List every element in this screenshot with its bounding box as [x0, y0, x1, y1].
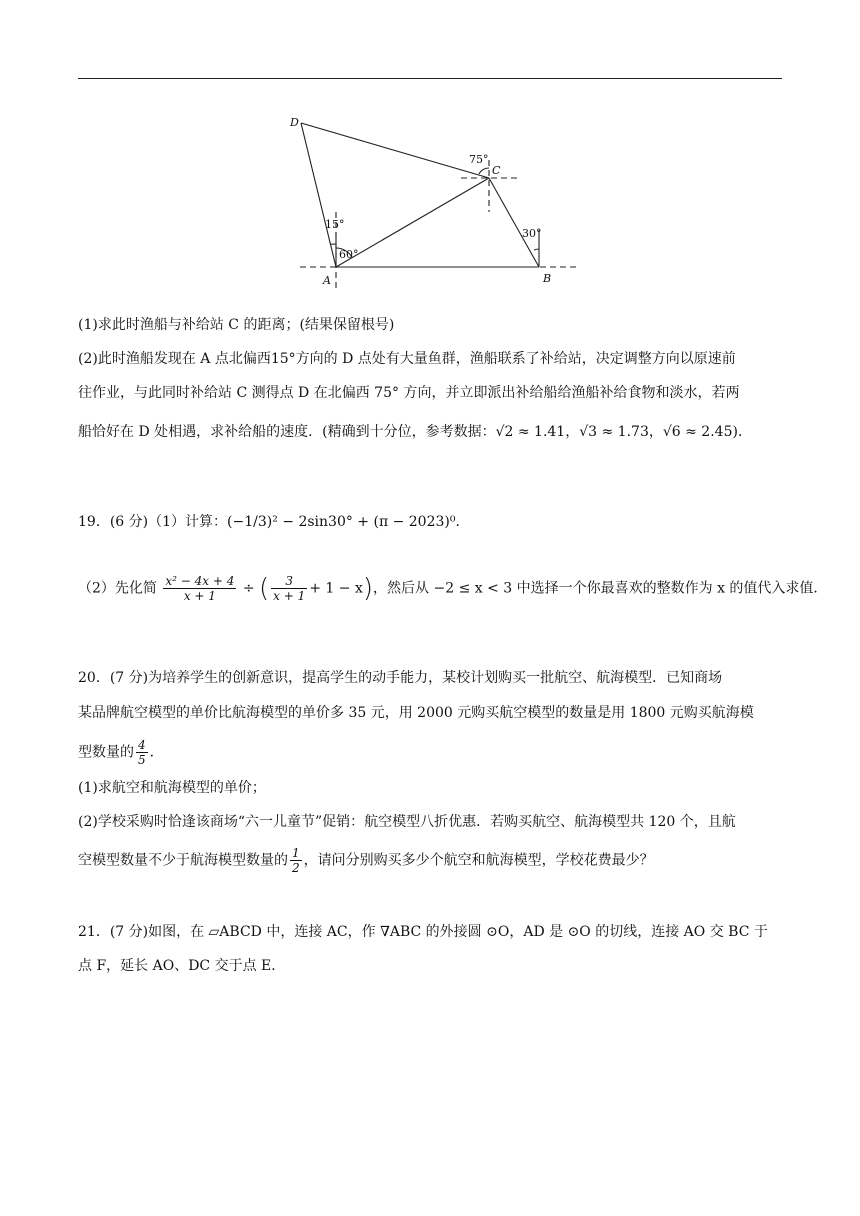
q19-p2-post: ，然后从 −2 ≤ x < 3 中选择一个你最喜欢的整数作为 x 的值代入求值．: [373, 580, 828, 597]
q18-part1: (1)求此时渔船与补给站 C 的距离；(结果保留根号): [78, 317, 395, 333]
angle-60: 60°: [339, 248, 359, 261]
segment-cb: [489, 178, 539, 267]
q19-calc: (−1/3)² − 2sin30° + (π − 2023)⁰．: [227, 514, 470, 530]
q19-fraction-paren: $\frac{3}{x + 1}$: [273, 574, 306, 603]
angle-15: 15°: [325, 218, 345, 231]
q18-part2-line1: (2)此时渔船发现在 A 点北偏西15°方向的 D 点处有大量鱼群，渔船联系了补给站，决定调整方向以原速前: [78, 351, 736, 367]
q20-l3-pre: 型数量的: [78, 744, 134, 761]
q19-paren-rest: + 1 − x: [309, 580, 363, 597]
label-b: B: [543, 272, 552, 285]
q19-fraction-main: $\frac{\text{x² − 4x + 4}}{x + 1}$: [165, 574, 235, 603]
q20-line2: 某品牌航空模型的单价比航海模型的单价多 35 元，用 2000 元购买航空模型的数量是用 1800 元购买航海模: [78, 705, 754, 721]
label-a: A: [323, 274, 331, 287]
label-c: C: [492, 164, 501, 177]
q20-part2-line1: (2)学校采购时恰逢该商场“六一儿童节”促销：航空模型八折优惠．若购买航空、航海模型共 120 个，且航: [78, 814, 736, 830]
q20-p2-pre: 空模型数量不少于航海模型数量的: [78, 852, 288, 869]
q18-part2-line2: 往作业，与此同时补给站 C 测得点 D 在北偏西 75° 方向，并立即派出补给船给渔船补给食物和淡水，若两: [78, 385, 740, 401]
q20-half-fraction: $\frac{1}{2}$: [292, 846, 300, 875]
header-rule: [78, 78, 782, 79]
angle-30: 30°: [522, 227, 542, 240]
q20-l3-post: ．: [149, 744, 164, 761]
q20-part1: (1)求航空和航海模型的单价；: [78, 780, 266, 796]
segment-dc: [301, 123, 489, 178]
q21-line2: 点 F，延长 AO、DC 交于点 E．: [78, 958, 286, 974]
segment-ac: [336, 178, 489, 267]
q20-p2-post: ，请问分别购买多少个航空和航海模型，学校花费最少？: [303, 852, 654, 869]
q20-line1: 20．(7 分)为培养学生的创新意识，提高学生的动手能力，某校计划购买一批航空、航海模型．已知商场: [78, 670, 723, 686]
q19-p2-pre: （2）先化简: [78, 580, 157, 597]
geometry-figure: [290, 112, 586, 290]
q20-fraction: $\frac{4}{5}$: [138, 738, 146, 767]
q20-part2-line2: [78, 846, 782, 875]
q18-part2-line3: 船恰好在 D 处相遇，求补给船的速度．(精确到十分位，参考数据：√2 ≈ 1.41，√3 ≈ 1.73，√6 ≈ 2.45)．: [78, 424, 752, 440]
label-d: D: [290, 116, 299, 129]
angle-75: 75°: [469, 153, 489, 166]
q19-head: 19．(6 分)（1）计算：: [78, 514, 228, 530]
q19-part1: [78, 512, 782, 532]
q21-line1: 21．(7 分)如图，在 ▱ABCD 中，连接 AC，作 ∇ABC 的外接圆 ⊙O，AD 是 ⊙O 的切线，连接 AO 交 BC 于: [78, 924, 768, 940]
q19-divide: ÷: [242, 580, 255, 597]
q19-part2: （2）先化简 $\frac{\text{x² − 4x + 4}}{x + 1}$ ÷ ( $\frac{3}{x + 1}$ + 1 − x)，然后从 −2 ≤ x < 3 中选择一个你最喜欢的整数作为 x 的值代入求值．: [78, 573, 828, 604]
q20-line3: [78, 738, 782, 767]
segment-da: [301, 123, 336, 267]
